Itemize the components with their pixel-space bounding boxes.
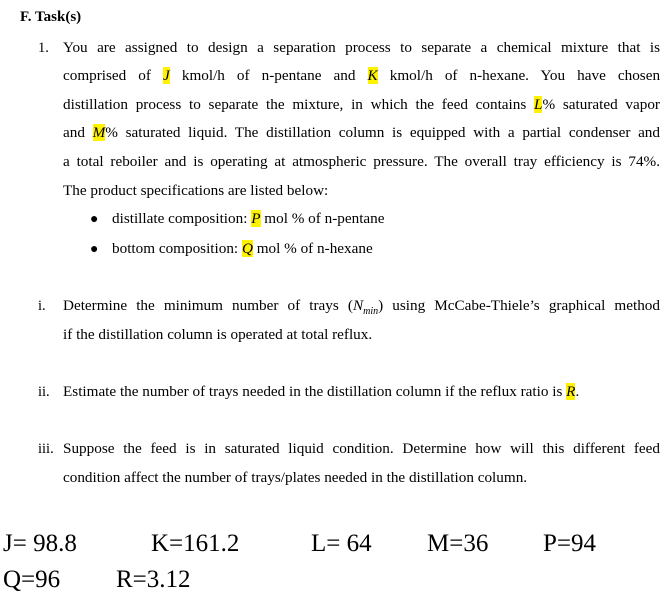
variable-q: Q (241, 240, 253, 257)
variable-k: K (367, 67, 378, 84)
task-line-5 (63, 153, 660, 171)
variable-r: R (566, 383, 576, 400)
task-line-4 (63, 124, 660, 142)
task-text: distillation process to separate the mixture, in which the feed contains (63, 96, 527, 113)
task-text: The product specifications are listed below: (63, 182, 329, 199)
variable-m: M (92, 124, 106, 141)
question-i-line-2: if the distillation column is operated at total reflux. (63, 326, 373, 343)
variable-l: L (534, 96, 543, 113)
bullet-dot: ● (90, 242, 99, 257)
task-text: You are assigned to design a separation process to separate a chemical mixture that is (63, 39, 660, 56)
task-line-2 (63, 67, 660, 85)
question-i-label: i. (38, 298, 46, 314)
question-i-line-1: Determine the minimum number of trays $(N_{min})$ using McCabe-Thiele’s graphical method (63, 297, 660, 318)
task-text: % saturated liquid. The distillation column is equipped with a partial condenser and (105, 124, 660, 141)
variable-p: P (251, 210, 261, 227)
task-text: and (63, 124, 85, 141)
bullet-distillate: distillate composition: P mol % of n-pentane (112, 210, 385, 227)
value-r: R=3.12 (116, 566, 191, 593)
bullet-bottom: bottom composition: Q mol % of n-hexane (112, 240, 373, 257)
value-p: P=94 (543, 530, 597, 557)
variable-j: J (163, 67, 170, 84)
nmin-symbol: $N_{min}$ (352, 297, 379, 318)
value-k: K=161.2 (151, 530, 240, 557)
question-ii-text: Estimate the number of trays needed in the distillation column if the reflux ratio is R. (63, 383, 580, 400)
value-l: L= 64 (311, 530, 372, 557)
question-ii-label: ii. (38, 384, 50, 400)
task-line-3 (63, 96, 660, 114)
question-iii-line-2: condition affect the number of trays/plates needed in the distillation column. (63, 469, 528, 486)
task-text: a total reboiler and is operating at atmospheric pressure. The overall tray efficiency is 74%. (63, 153, 660, 170)
task-number: 1. (38, 40, 49, 56)
value-j: J= 98.8 (3, 530, 77, 557)
value-q: Q=96 (3, 566, 61, 593)
question-iii-label: iii. (38, 441, 54, 457)
task-text: % saturated vapor (542, 96, 660, 113)
task-text: comprised of (63, 67, 151, 84)
section-heading: F. Task(s) (20, 9, 82, 25)
task-text: kmol/h of n-pentane and (181, 67, 356, 84)
question-iii-line-1: Suppose the feed is in saturated liquid condition. Determine how will this different feed (63, 440, 660, 457)
value-m: M=36 (427, 530, 489, 557)
task-text: kmol/h of n-hexane. You have chosen (389, 67, 661, 84)
task-line-1 (63, 39, 660, 57)
bullet-dot: ● (90, 212, 99, 227)
task-line-6 (63, 182, 660, 200)
